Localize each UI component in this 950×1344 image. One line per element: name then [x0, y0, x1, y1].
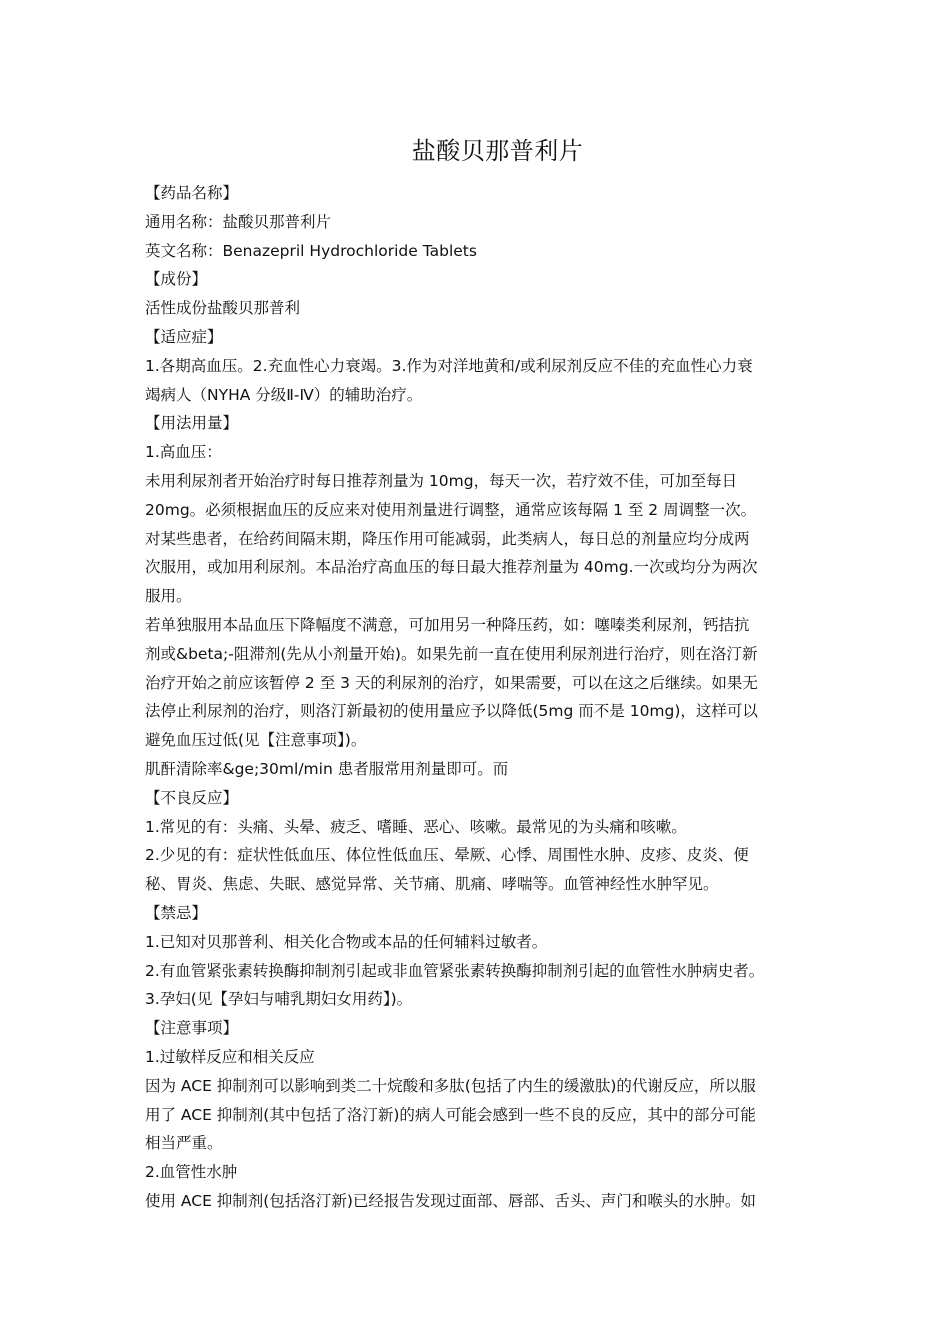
english-name-line: 英文名称：Benazepril Hydrochloride Tablets [145, 241, 477, 260]
dosage-paragraph-line: 治疗开始之前应该暂停 2 至 3 天的利尿剂的治疗，如果需要，可以在这之后继续。如果无 [145, 673, 758, 692]
dosage-subheading-hypertension: 1.高血压： [145, 443, 222, 462]
contraindications-line: 3.孕妇(见【孕妇与哺乳期妇女用药】)。 [145, 990, 413, 1009]
section-heading-precautions: 【注意事项】 [145, 1019, 239, 1038]
dosage-paragraph-line: 次服用，或加用利尿剂。本品治疗高血压的每日最大推荐剂量为 40mg.一次或均分为两次 [145, 558, 758, 577]
ingredients-line: 活性成份盐酸贝那普利 [145, 299, 301, 318]
indications-line-1: 1.各期高血压。2.充血性心力衰竭。3.作为对洋地黄和/或利尿剂反应不佳的充血性心力衰 [145, 356, 753, 375]
section-heading-adverse-reactions: 【不良反应】 [145, 788, 239, 807]
document-title: 盐酸贝那普利片 [411, 137, 584, 165]
precautions-line: 使用 ACE 抑制剂(包括洛汀新)已经报告发现过面部、唇部、舌头、声门和喉头的水肿。如 [145, 1191, 756, 1210]
generic-name-line: 通用名称：盐酸贝那普利片 [145, 212, 332, 231]
precautions-line: 相当严重。 [145, 1134, 223, 1153]
section-heading-ingredients: 【成份】 [145, 270, 208, 289]
dosage-paragraph-line: 未用利尿剂者开始治疗时每日推荐剂量为 10mg，每天一次，若疗效不佳，可加至每日 [145, 471, 738, 490]
dosage-paragraph-line: 法停止利尿剂的治疗，则洛汀新最初的使用量应予以降低(5mg 而不是 10mg)，这样可以 [145, 702, 758, 721]
dosage-paragraph-line: 服用。 [145, 587, 192, 606]
precautions-line: 因为 ACE 抑制剂可以影响到类二十烷酸和多肽(包括了内生的缓激肽)的代谢反应，所以服 [145, 1076, 756, 1095]
adverse-reactions-line: 2.少见的有：症状性低血压、体位性低血压、晕厥、心悸、周围性水肿、皮疹、皮炎、便 [145, 846, 749, 865]
dosage-paragraph-line: 对某些患者，在给药间隔末期，降压作用可能减弱，此类病人，每日总的剂量应均分成两 [145, 529, 750, 548]
adverse-reactions-line: 1.常见的有：头痛、头晕、疲乏、嗜睡、恶心、咳嗽。最常见的为头痛和咳嗽。 [145, 817, 687, 836]
document-body [145, 179, 809, 1216]
contraindications-line: 1.已知对贝那普利、相关化合物或本品的任何辅料过敏者。 [145, 932, 548, 951]
precautions-subheading: 2.血管性水肿 [145, 1163, 238, 1182]
contraindications-line: 2.有血管紧张素转换酶抑制剂引起或非血管紧张素转换酶抑制剂引起的血管性水肿病史者。 [145, 961, 765, 980]
section-heading-contraindications: 【禁忌】 [145, 903, 208, 922]
precautions-subheading: 1.过敏样反应和相关反应 [145, 1047, 315, 1066]
dosage-paragraph-line: 剂或&beta;-阻滞剂(先从小剂量开始)。如果先前一直在使用利尿剂进行治疗，则在洛汀新 [145, 644, 758, 663]
dosage-paragraph-line: 若单独服用本品血压下降幅度不满意，可加用另一种降压药，如：噻嗪类利尿剂，钙拮抗 [145, 615, 750, 634]
section-heading-dosage: 【用法用量】 [145, 414, 239, 433]
section-heading-drug-name: 【药品名称】 [145, 184, 239, 202]
precautions-line: 用了 ACE 抑制剂(其中包括了洛汀新)的病人可能会感到一些不良的反应，其中的部分可能 [145, 1105, 756, 1124]
indications-line-2: 竭病人（NYHA 分级Ⅱ-Ⅳ）的辅助治疗。 [145, 385, 423, 404]
dosage-paragraph-line: 避免血压过低(见【注意事项】)。 [145, 731, 367, 750]
section-heading-indications: 【适应症】 [145, 327, 223, 346]
dosage-paragraph-line: 20mg。必须根据血压的反应来对使用剂量进行调整，通常应该每隔 1 至 2 周调整一次。 [145, 500, 757, 519]
adverse-reactions-line: 秘、胃炎、焦虑、失眠、感觉异常、关节痛、肌痛、哮喘等。血管神经性水肿罕见。 [145, 875, 719, 894]
dosage-paragraph-line: 肌酐清除率&ge;30ml/min 患者服常用剂量即可。而 [145, 759, 509, 778]
